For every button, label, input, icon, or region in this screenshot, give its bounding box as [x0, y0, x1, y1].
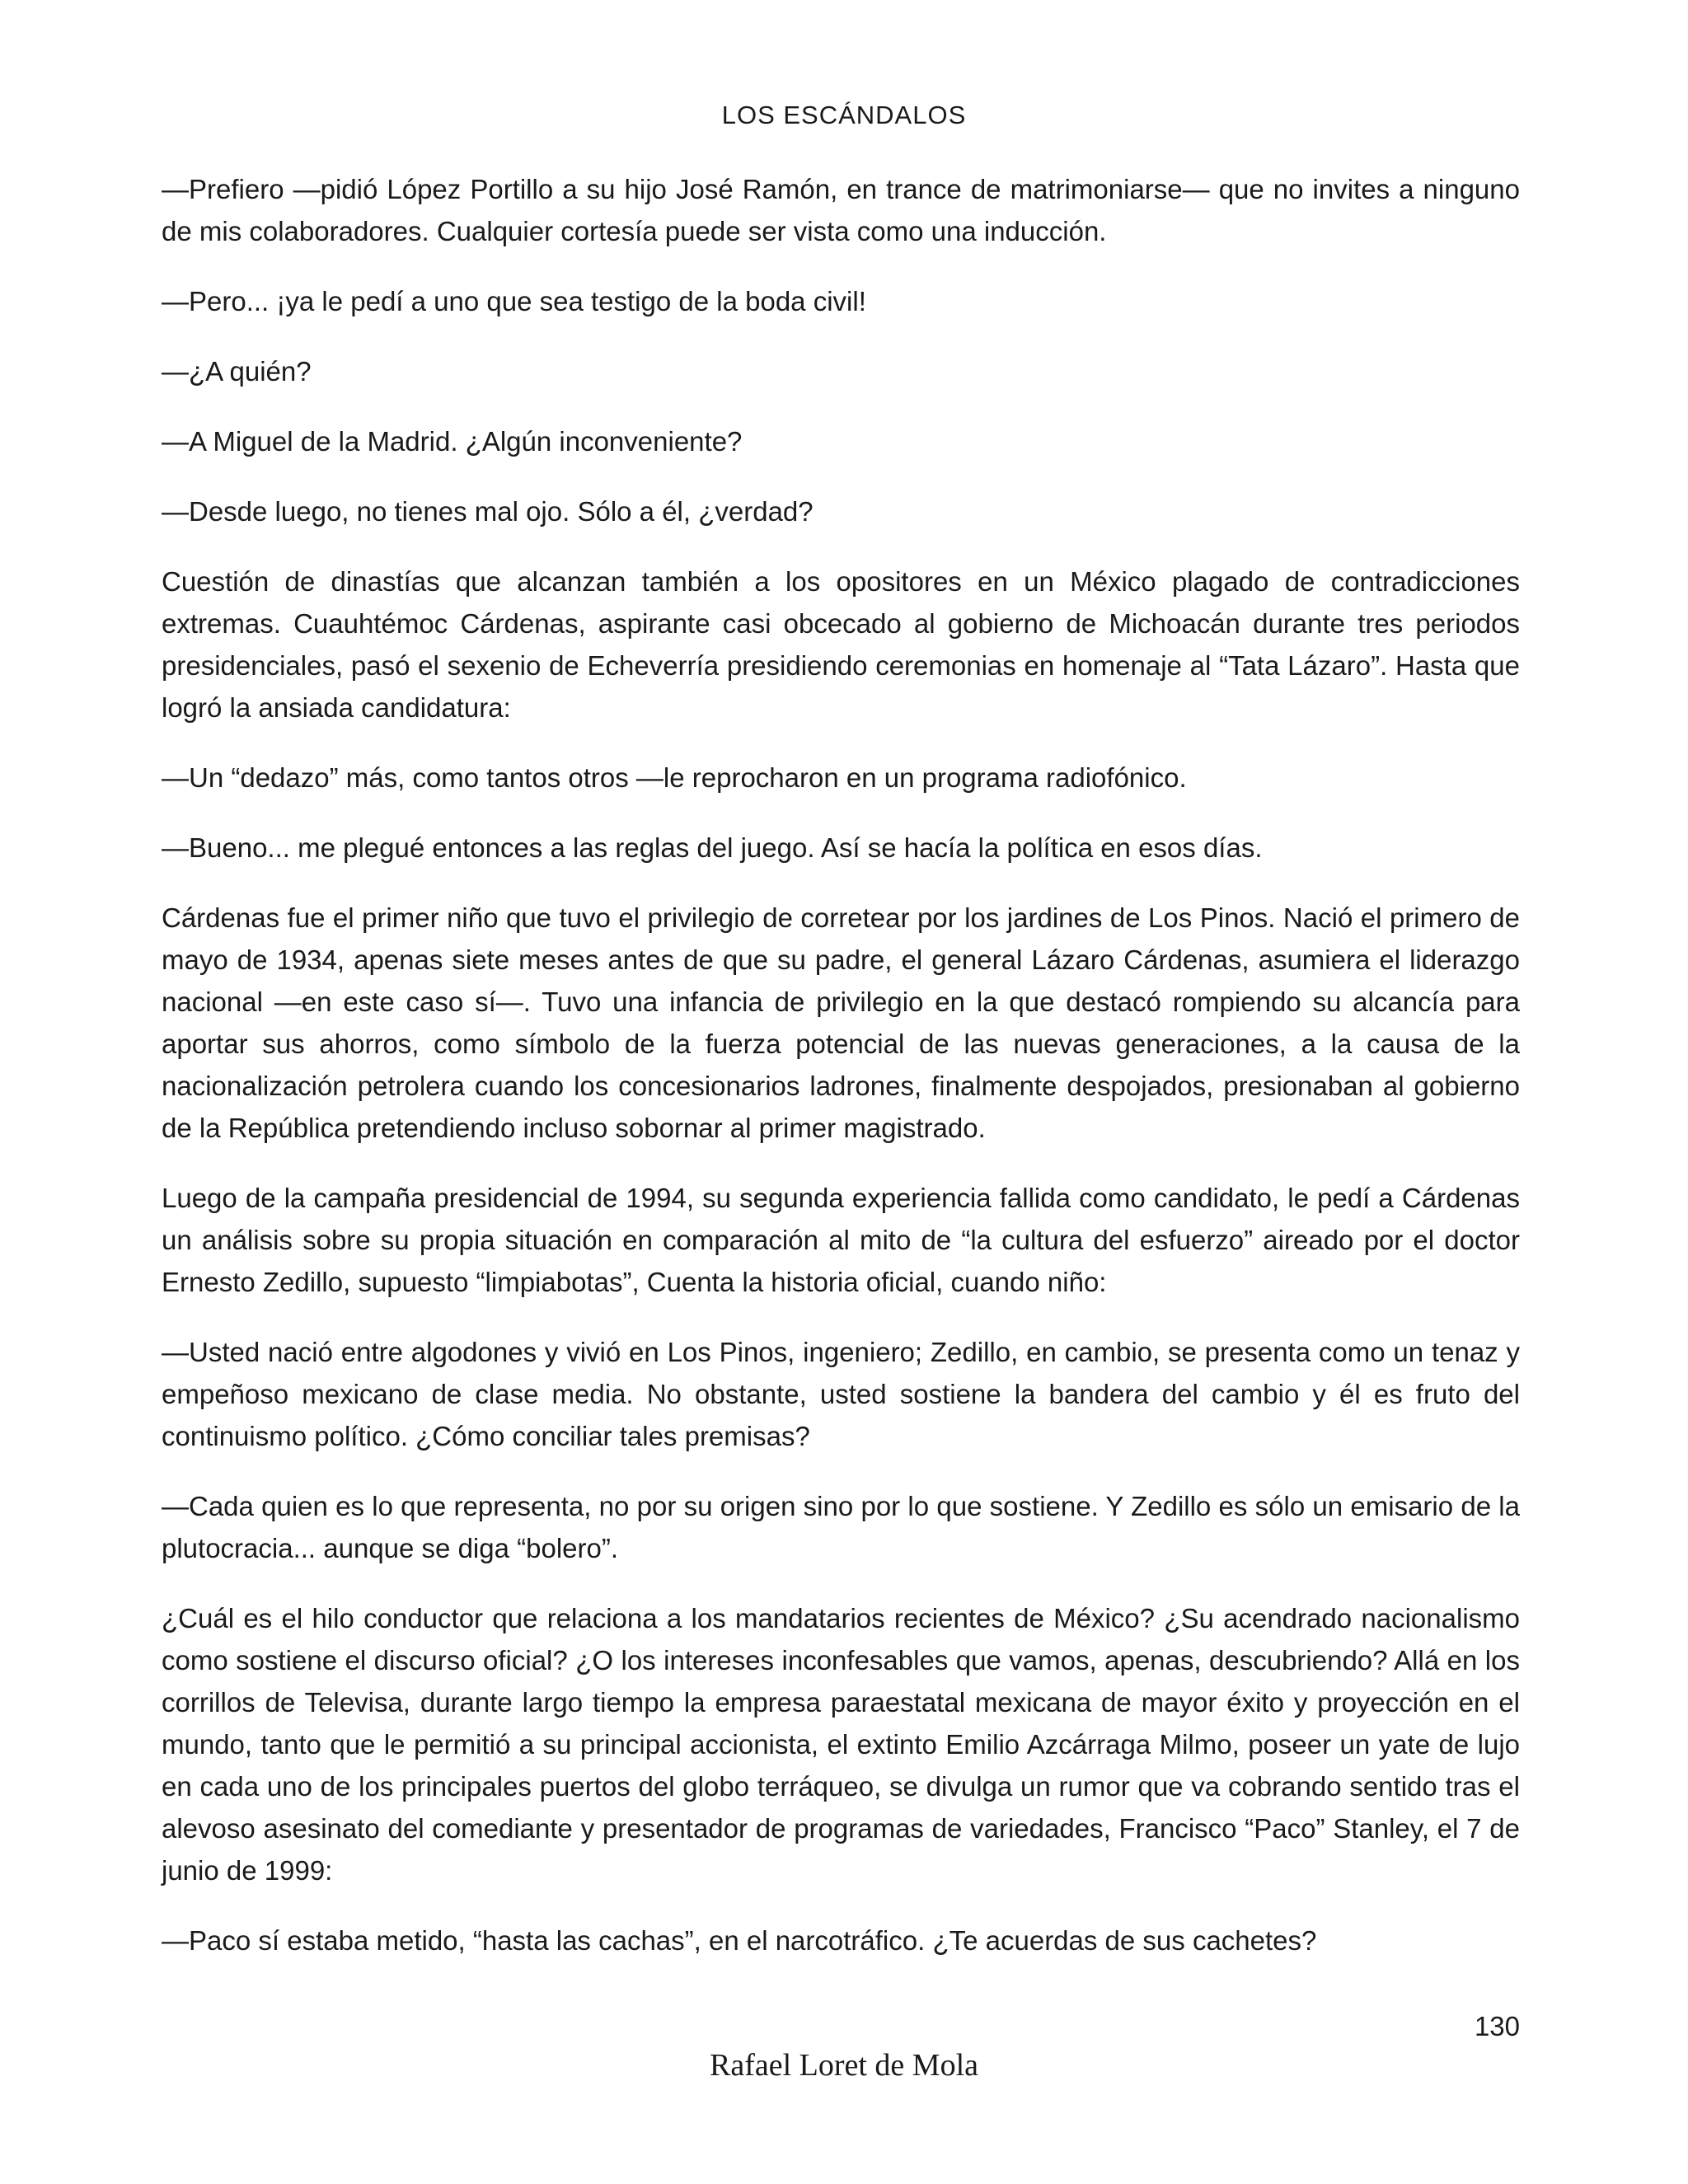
paragraph: —Desde luego, no tienes mal ojo. Sólo a él, ¿verdad?	[162, 496, 814, 527]
paragraph: —Cada quien es lo que representa, no por su origen sino por lo que sostiene. Y Zedillo es sólo un emisario de la plutocracia... aunque se diga “bolero”.	[162, 1491, 1520, 1563]
paragraph: —Usted nació entre algodones y vivió en Los Pinos, ingeniero; Zedillo, en cambio, se presenta como un tenaz y empeñoso mexicano de clase media. No obstante, usted sostiene la bandera del cambio y él es fruto del continuismo político. ¿Cómo conciliar tales premisas?	[162, 1337, 1520, 1451]
paragraph: Cárdenas fue el primer niño que tuvo el privilegio de corretear por los jardines de Los Pinos. Nació el primero de mayo de 1934, apenas siete meses antes de que su padre, el general Lázaro Cárdenas, asumiera el liderazgo nacional —en este caso sí—. Tuvo una infancia de privilegio en la que destacó rompiendo su alcancía para aportar sus ahorros, como símbolo de la fuerza potencial de las nuevas generaciones, a la causa de la nacionalización petrolera cuando los concesionarios ladrones, finalmente despojados, presionaban al gobierno de la República pretendiendo incluso sobornar al primer magistrado.	[162, 902, 1520, 1143]
running-title: LOS ESCÁNDALOS	[721, 101, 967, 129]
paragraph: ¿Cuál es el hilo conductor que relaciona a los mandatarios recientes de México? ¿Su acendrado nacionalismo como sostiene el discurso oficial? ¿O los intereses inconfesables que vamos, apenas, descubriendo? Allá en los corrillos de Televisa, durante largo tiempo la empresa paraestatal mexicana de mayor éxito y proyección en el mundo, tanto que le permitió a su principal accionista, el extinto Emilio Azcárraga Milmo, poseer un yate de lujo en cada uno de los principales puertos del globo terráqueo, se divulga un rumor que va cobrando sentido tras el alevoso asesinato del comediante y presentador de programas de variedades, Francisco “Paco” Stanley, el 7 de junio de 1999:	[162, 1603, 1520, 1886]
page-number: 130	[1474, 2011, 1520, 2041]
body-text	[162, 168, 1520, 1990]
paragraph: —Bueno... me plegué entonces a las reglas del juego. Así se hacía la política en esos días.	[162, 832, 1263, 863]
paragraph: Luego de la campaña presidencial de 1994, su segunda experiencia fallida como candidato, le pedí a Cárdenas un análisis sobre su propia situación en comparación al mito de “la cultura del esfuerzo” aireado por el doctor Ernesto Zedillo, supuesto “limpiabotas”, Cuenta la historia oficial, cuando niño:	[162, 1183, 1520, 1297]
paragraph: —A Miguel de la Madrid. ¿Algún inconveniente?	[162, 426, 743, 457]
paragraph: Cuestión de dinastías que alcanzan también a los opositores en un México plagado de contradicciones extremas. Cuauhtémoc Cárdenas, aspirante casi obcecado al gobierno de Michoacán durante tres periodos presidenciales, pasó el sexenio de Echeverría presidiendo ceremonias en homenaje al “Tata Lázaro”. Hasta que logró la ansiada candidatura:	[162, 566, 1520, 723]
paragraph: —Pero... ¡ya le pedí a uno que sea testigo de la boda civil!	[162, 286, 866, 316]
author-footer: Rafael Loret de Mola	[709, 2048, 979, 2083]
paragraph: —Prefiero —pidió López Portillo a su hijo José Ramón, en trance de matrimoniarse— que no invites a ninguno de mis colaboradores. Cualquier cortesía puede ser vista como una inducción.	[162, 174, 1520, 246]
paragraph: —Paco sí estaba metido, “hasta las cachas”, en el narcotráfico. ¿Te acuerdas de sus cachetes?	[162, 1925, 1317, 1956]
paragraph: —¿A quién?	[162, 356, 312, 387]
paragraph: —Un “dedazo” más, como tantos otros —le reprocharon en un programa radiofónico.	[162, 762, 1187, 793]
